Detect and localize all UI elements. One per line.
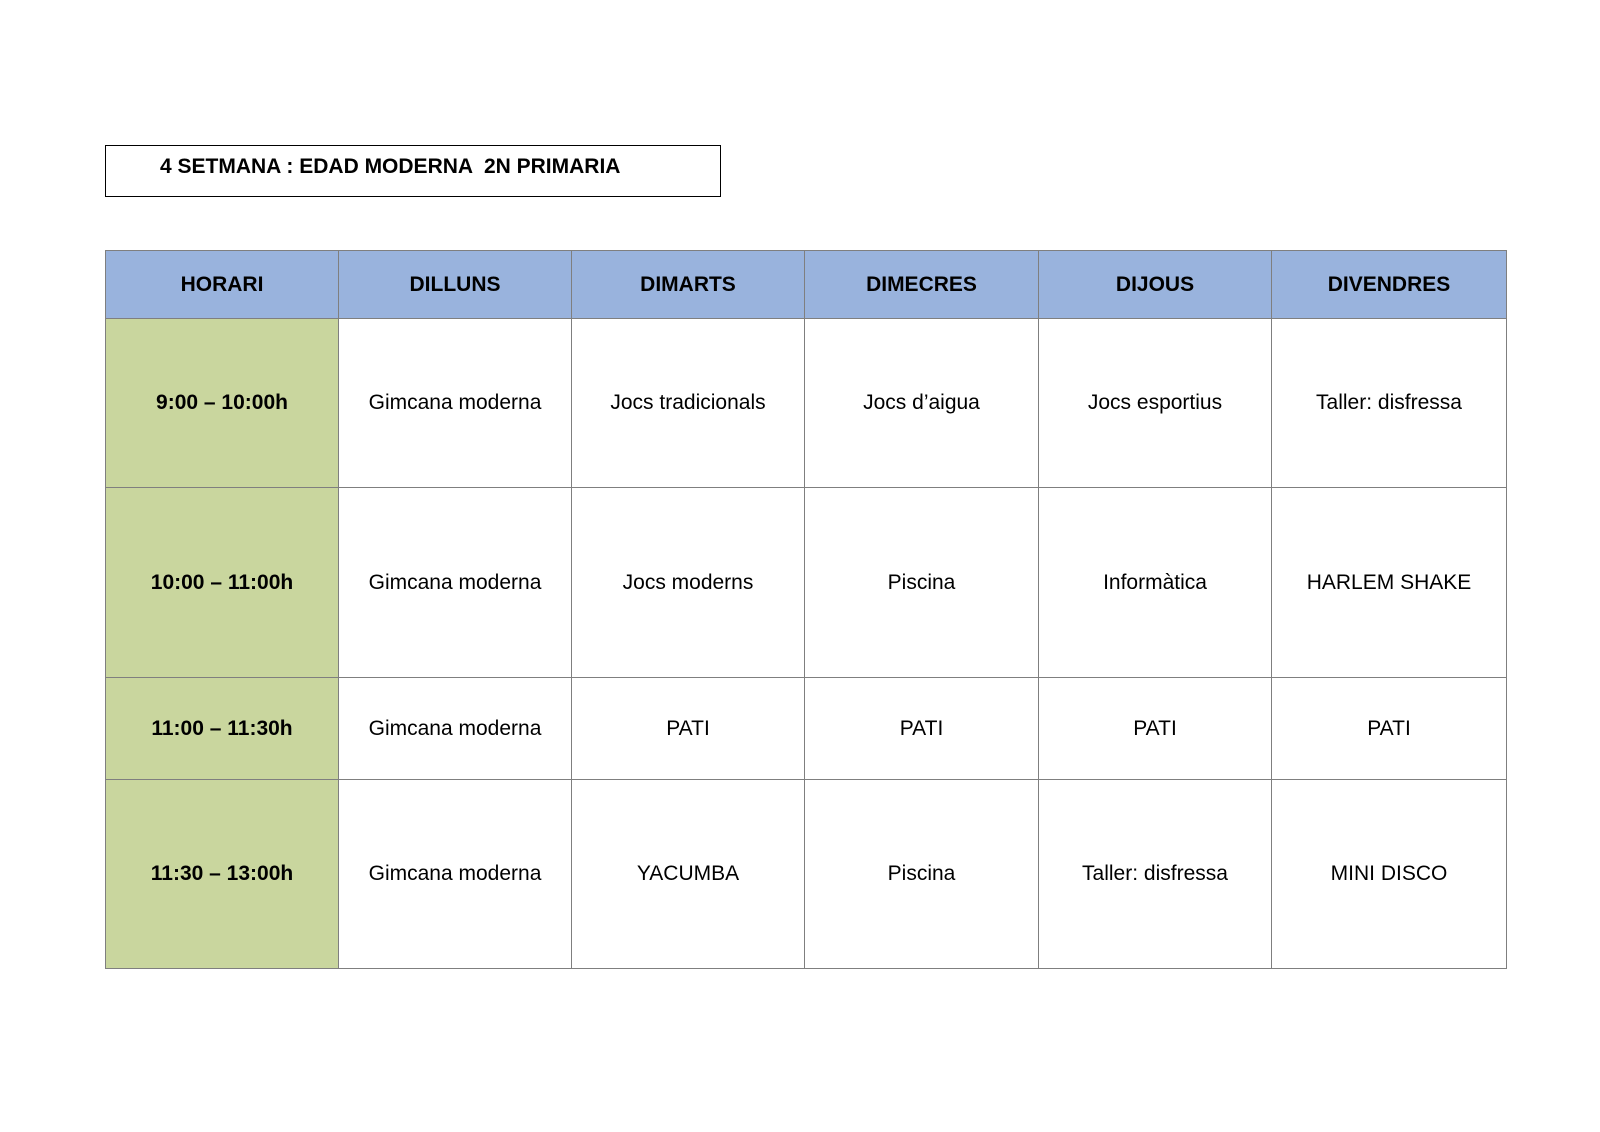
table-row bbox=[106, 319, 1507, 488]
activity-cell: Jocs tradicionals bbox=[572, 319, 805, 488]
header-dijous: DIJOUS bbox=[1039, 251, 1272, 319]
activity-cell: Informàtica bbox=[1039, 488, 1272, 678]
activity-cell: HARLEM SHAKE bbox=[1272, 488, 1507, 678]
activity-cell: Taller: disfressa bbox=[1272, 319, 1507, 488]
activity-cell: Gimcana moderna bbox=[339, 319, 572, 488]
header-row bbox=[106, 251, 1507, 319]
table-row bbox=[106, 488, 1507, 678]
schedule-table bbox=[105, 250, 1507, 969]
header-dimarts: DIMARTS bbox=[572, 251, 805, 319]
schedule-body bbox=[106, 319, 1507, 969]
activity-cell: Jocs d’aigua bbox=[805, 319, 1039, 488]
activity-cell: PATI bbox=[1039, 678, 1272, 780]
activity-cell: Piscina bbox=[805, 780, 1039, 969]
activity-cell: PATI bbox=[805, 678, 1039, 780]
header-dilluns: DILLUNS bbox=[339, 251, 572, 319]
activity-cell: YACUMBA bbox=[572, 780, 805, 969]
activity-cell: Jocs esportius bbox=[1039, 319, 1272, 488]
header-horari: HORARI bbox=[106, 251, 339, 319]
activity-cell: Jocs moderns bbox=[572, 488, 805, 678]
time-slot-cell: 11:30 – 13:00h bbox=[106, 780, 339, 969]
time-slot-cell: 9:00 – 10:00h bbox=[106, 319, 339, 488]
document-title: 4 SETMANA : EDAD MODERNA 2N PRIMARIA bbox=[105, 145, 721, 197]
activity-cell: Gimcana moderna bbox=[339, 678, 572, 780]
header-divendres: DIVENDRES bbox=[1272, 251, 1507, 319]
time-slot-cell: 11:00 – 11:30h bbox=[106, 678, 339, 780]
schedule-header bbox=[106, 251, 1507, 319]
time-slot-cell: 10:00 – 11:00h bbox=[106, 488, 339, 678]
activity-cell: Gimcana moderna bbox=[339, 780, 572, 969]
header-dimecres: DIMECRES bbox=[805, 251, 1039, 319]
table-row bbox=[106, 780, 1507, 969]
activity-cell: Piscina bbox=[805, 488, 1039, 678]
activity-cell: MINI DISCO bbox=[1272, 780, 1507, 969]
activity-cell: PATI bbox=[1272, 678, 1507, 780]
activity-cell: Gimcana moderna bbox=[339, 488, 572, 678]
table-row bbox=[106, 678, 1507, 780]
activity-cell: Taller: disfressa bbox=[1039, 780, 1272, 969]
activity-cell: PATI bbox=[572, 678, 805, 780]
